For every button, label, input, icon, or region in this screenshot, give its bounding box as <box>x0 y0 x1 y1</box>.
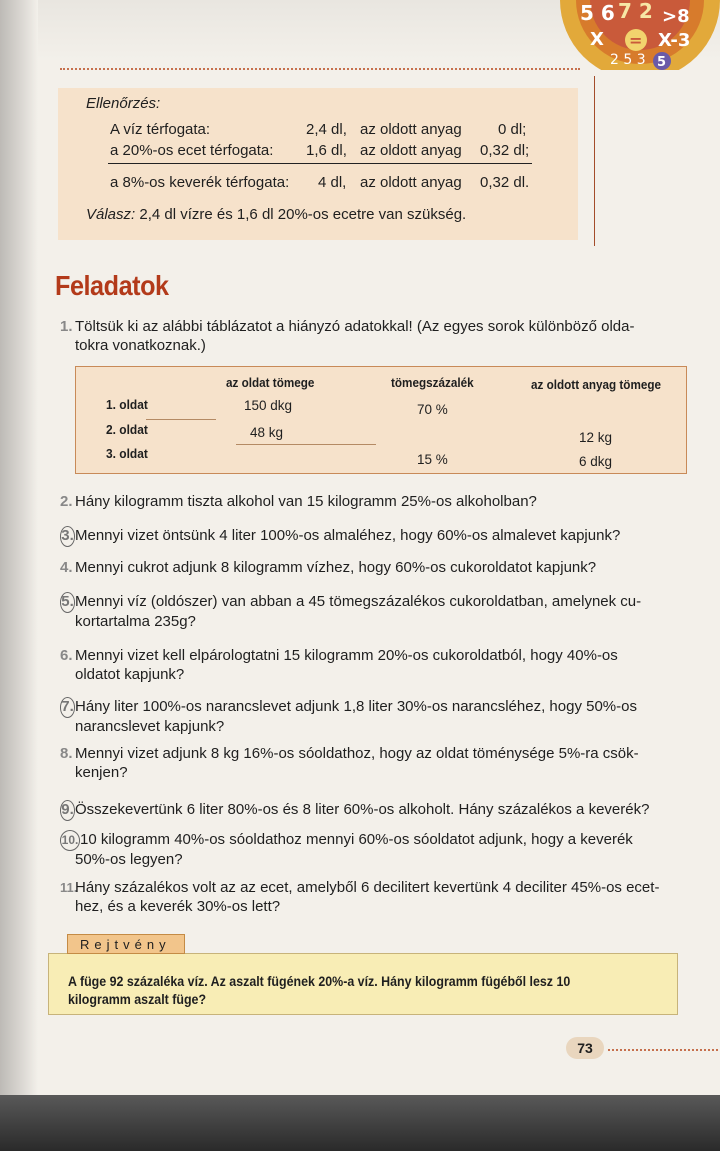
verification-title: Ellenőrzés: <box>86 95 161 112</box>
table-cell: 6 dkg <box>579 454 613 469</box>
table-cell: 70 % <box>417 402 448 417</box>
verification-side-rule <box>594 76 595 246</box>
table-row-label: 2. oldat <box>106 422 148 437</box>
table-row-label: 1. oldat <box>106 397 148 412</box>
section-title: Feladatok <box>55 270 169 301</box>
table-rule <box>146 419 216 420</box>
svg-text:5 6: 5 6 <box>580 1 615 25</box>
table-rule <box>236 444 376 445</box>
task-item: 11.Hány százalékos volt az az ecet, amelyből 6 decilitert kevertünk 4 deciliter 45%-os ecet- hez, és a keverék 30%-os lett? <box>60 879 660 915</box>
bottom-dotted-rule <box>608 1049 718 1051</box>
task-item: 9.Összekevertünk 6 liter 80%-os és 8 liter 60%-os alkoholt. Hány százalékos a keverék? <box>60 800 649 821</box>
svg-text:>8: >8 <box>662 6 690 27</box>
task-item: 3.Mennyi vizet öntsünk 4 liter 100%-os almaléhez, hogy 60%-os almalevet kapjunk? <box>60 526 620 547</box>
table-cell: 48 kg <box>250 425 284 440</box>
task-item: 5.Mennyi víz (oldószer) van abban a 45 tömegszázalékos cukoroldatban, amelynek cu- kortartalma 235g? <box>61 593 642 630</box>
svg-text:=: = <box>629 31 643 50</box>
svg-text:X-3: X-3 <box>658 30 691 51</box>
task-item: 2. Hány kilogramm tiszta alkohol van 15 kilogramm 25%-os alkoholban? <box>60 493 537 510</box>
table-cell: 12 kg <box>579 430 613 445</box>
task-item: 7.Hány liter 100%-os narancslevet adjunk 1,8 liter 30%-os narancsléhez, hogy 50%-os narancslevet kapjunk? <box>61 698 637 735</box>
task-item: 4. Mennyi cukrot adjunk 8 kilogramm vízhez, hogy 60%-os cukoroldatot kapjunk? <box>60 559 597 576</box>
puzzle-text: A füge 92 százaléka víz. Az aszalt fügének 20%-a víz. Hány kilogramm fügéből lesz 10 kilogramm aszalt füge? <box>68 974 571 1007</box>
task-item: 8. Mennyi vizet adjunk 8 kg 16%-os sóoldathoz, hogy az oldat töménysége 5%-ra csök- kenjen? <box>60 745 639 781</box>
book-spine-shadow <box>0 0 38 1151</box>
table-row-label: 3. oldat <box>106 446 148 461</box>
svg-text:X: X <box>590 29 604 50</box>
table-surface <box>0 1095 720 1151</box>
sum-underline <box>108 163 532 164</box>
puzzle-tab: Rejtvény <box>67 934 185 954</box>
svg-text:2 5 3: 2 5 3 <box>610 52 646 68</box>
task-1: 1. Töltsük ki az alábbi táblázatot a hiányzó adatokkal! (Az egyes sorok különböző olda- tokra vonatkoznak.) <box>60 318 635 354</box>
svg-text:5: 5 <box>657 55 667 70</box>
table-header: az oldat tömege <box>226 375 315 390</box>
svg-text:7 2: 7 2 <box>618 0 653 23</box>
task-item: 6. Mennyi vizet kell elpárologtatni 15 kilogramm 20%-os cukoroldatból, hogy 40%-os oldatot kapjunk? <box>60 647 618 683</box>
data-table <box>75 366 687 474</box>
math-symbols-logo <box>540 0 720 70</box>
table-header: az oldott anyag tömege <box>531 377 662 392</box>
page-number: 73 <box>566 1037 604 1059</box>
task-item: 10. 10 kilogramm 40%-os sóoldathoz mennyi 60%-os sóoldatot adjunk, hogy a keverék 50%-os legyen? <box>61 831 633 868</box>
table-header: tömegszázalék <box>391 375 474 390</box>
top-dotted-rule <box>60 68 580 70</box>
answer-line: Válasz: 2,4 dl vízre és 1,6 dl 20%-os ecetre van szükség. <box>86 206 467 223</box>
table-cell: 150 dkg <box>244 398 293 413</box>
table-cell: 15 % <box>417 452 448 467</box>
